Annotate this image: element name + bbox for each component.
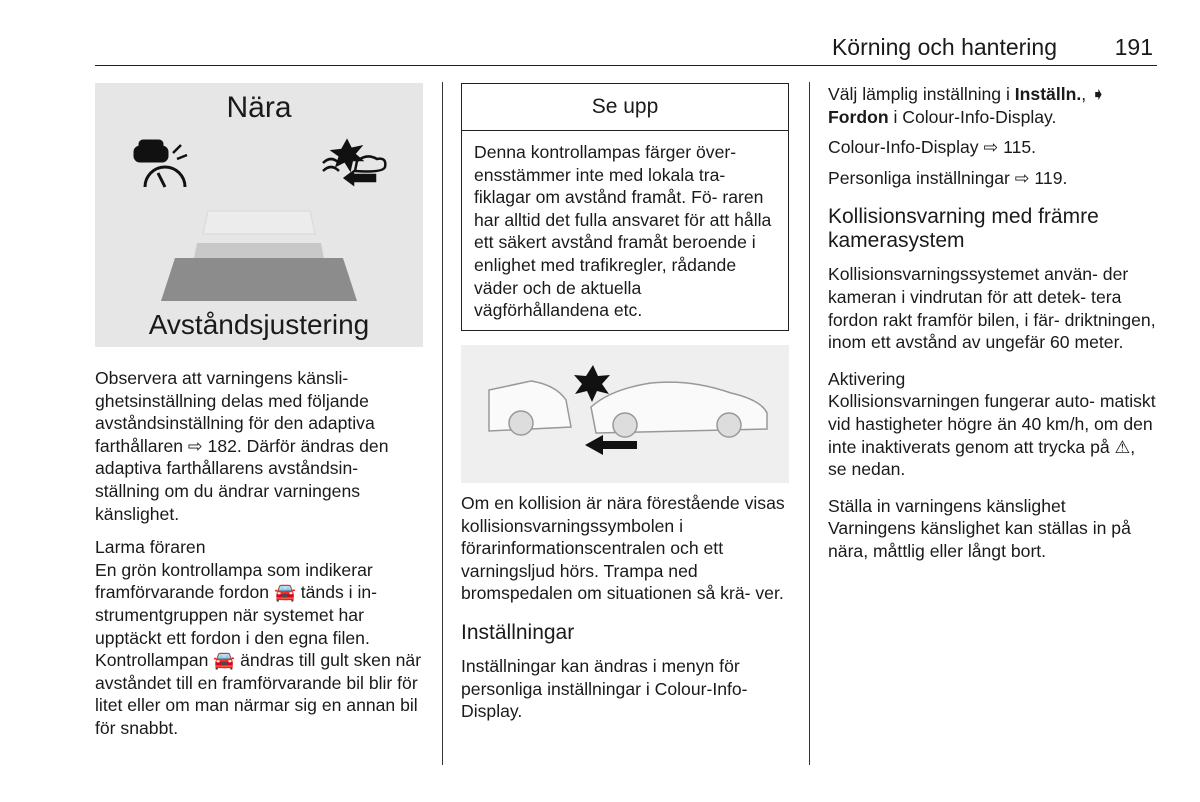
paragraph: Inställningar kan ändras i menyn för personliga inställningar i Colour-Info- Display. [461,655,748,722]
menu-label-settings: Inställn. [1014,84,1082,104]
paragraph: Om en kollision är nära förestående visas kollisionsvarningssymbolen i förarinformationscentralen och ett varningsljud hörs. Trampa ned bromspedalen om situationen så krä- ver. [461,493,785,604]
impact-star-icon [574,365,610,402]
collision-warning-icon [323,141,385,184]
distance-setting-figure [95,83,423,347]
paragraph: Välj lämplig inställning i Inställn., ➧ Fordon i Colour-Info-Display. [828,84,1106,127]
page-number: 191 [1114,34,1153,60]
paragraph: Kollisionsvarningen fungerar auto- matiskt vid hastigheter högre än 40 km/h, om den inte inaktiverats genom att trycka på ⚠, se nedan. [828,391,1156,480]
column-divider [442,82,443,765]
distance-bars-graphic [95,83,423,347]
column-3 [828,83,1158,563]
collision-illustration [461,345,789,483]
subheading: Aktivering [828,368,906,389]
page-header [95,32,1157,66]
caution-title: Se upp [462,84,788,131]
reference: Personliga inställningar ⇨ 119. [828,167,1068,188]
front-car-icon [591,382,767,437]
column-2 [461,492,791,723]
paragraph: En grön kontrollampa som indikerar framförvarande fordon 🚘 tänds i in- strumentgruppen när systemet har upptäckt ett fordon i den egna filen. Kontrollampan 🚘 ändras till gult sken när avståndet till en framförvarande bil blir för litet eller om man närmar sig en annan bil för snabbt. [95,559,422,738]
paragraph: Varningens känslighet kan ställas in på nära, måttlig eller långt bort. [828,518,1131,561]
column-1 [95,367,425,740]
figure-title: Nära [226,91,292,124]
paragraph: Kollisionsvarningssystemet använ- der kameran i vindrutan för att detek- tera fordon rakt framför bilen, i fär- driktningen, inom ett avstånd av ungefär 60 meter. [828,264,1156,353]
figure-caption: Avståndsjustering [148,309,370,340]
direction-arrow-icon [585,435,637,455]
reference: Colour-Info-Display ⇨ 115. [828,137,1037,158]
menu-label-vehicle: Fordon [828,106,889,127]
paragraph: Observera att varningens känsli- ghetsinställning delas med följande avståndsinställning för den adaptiva farthållaren ⇨ 182. Därför ändras den adaptiva farthållarens avståndsin- ställning om du ändrar varningens känslighet. [95,368,389,524]
cars-collision-graphic [461,345,789,483]
rear-car-icon [489,381,571,435]
subheading: Ställa in varningens känslighet [828,495,1066,516]
caution-text: Denna kontrollampas färger över- ensstämmer inte med lokala tra- fiklagar om avstånd framåt. Fö- raren har alltid det fulla ansvaret för att hålla ett säkert avstånd framåt beroende i enlighet med trafikregler, rådande väder och de aktuella vägförhållandena etc. [474,142,772,321]
section-title: Körning och hantering [831,34,1057,60]
caution-box [461,83,789,331]
column-divider [809,82,810,765]
vehicle-ahead-gauge-icon [135,141,187,187]
section-heading: Kollisionsvarning med främre kamerasystem [828,205,1099,253]
subheading: Larma föraren [95,537,206,558]
section-heading: Inställningar [461,620,575,644]
